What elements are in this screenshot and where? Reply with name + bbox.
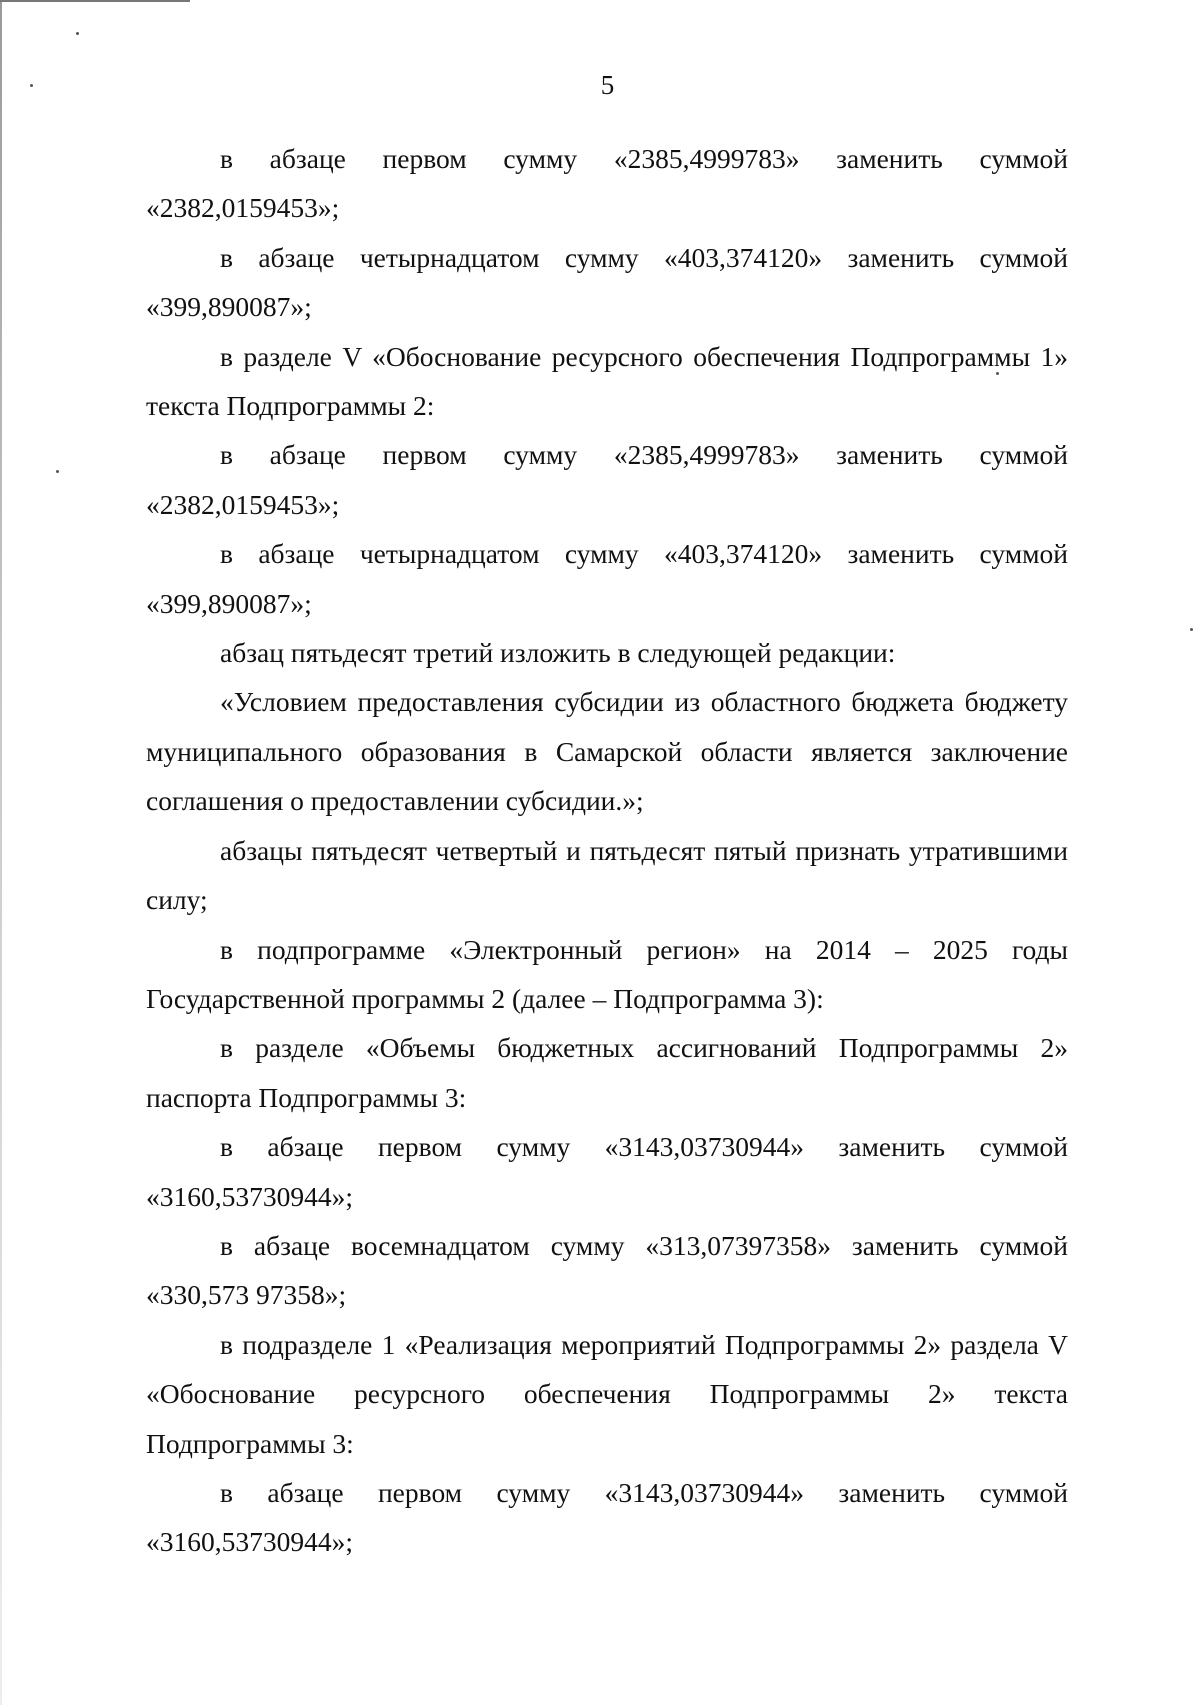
paragraph-14: в абзаце первом сумму «3143,03730944» заменить суммой «3160,53730944»;: [146, 1476, 1068, 1558]
paragraph-8: абзацы пятьдесят четвертый и пятьдесят пятый признать утратившими силу;: [146, 834, 1068, 916]
paragraph-7: «Условием предоставления субсидии из областного бюджета бюджету муниципального образования в Самарской области является заключение соглашения о предоставлении субсидии.»;: [146, 686, 1068, 817]
page-number: 5: [600, 70, 615, 100]
scan-speck: [76, 32, 79, 35]
paragraph-10: в разделе «Объемы бюджетных ассигнований Подпрограммы 2» паспорта Подпрограммы 3:: [146, 1032, 1068, 1113]
scan-edge-top: [0, 0, 190, 2]
paragraph-12: в абзаце восемнадцатом сумму «313,07397358» заменить суммой «330,573 97358»;: [146, 1229, 1068, 1311]
paragraph-11: в абзаце первом сумму «3143,03730944» заменить суммой «3160,53730944»;: [146, 1131, 1068, 1212]
paragraph-1: в абзаце первом сумму «2385,4999783» заменить суммой «2382,0159453»;: [146, 143, 1068, 224]
paragraph-4: в абзаце первом сумму «2385,4999783» заменить суммой «2382,0159453»;: [146, 439, 1068, 520]
paragraph-5: в абзаце четырнадцатом сумму «403,374120» заменить суммой «399,890087»;: [146, 538, 1068, 619]
scan-edge-left: [0, 0, 2, 1705]
paragraph-3: в разделе V «Обоснование ресурсного обеспечения Подпрограммы 1» текста Подпрограммы 2:: [146, 340, 1068, 422]
scan-speck: [1190, 628, 1193, 631]
document-body: [146, 134, 1068, 1567]
paragraph-6: абзац пятьдесят третий изложить в следующей редакции:: [220, 637, 896, 669]
scan-speck: [56, 470, 59, 473]
paragraph-9: в подпрограмме «Электронный регион» на 2014 – 2025 годы Государственной программы 2 (далее – Подпрограмма 3):: [146, 933, 1068, 1014]
paragraph-13: в подразделе 1 «Реализация мероприятий Подпрограммы 2» раздела V «Обоснование ресурсного обеспечения Подпрограммы 2» текста Подпрограммы 3:: [146, 1328, 1068, 1459]
paragraph-2: в абзаце четырнадцатом сумму «403,374120» заменить суммой «399,890087»;: [146, 241, 1068, 323]
